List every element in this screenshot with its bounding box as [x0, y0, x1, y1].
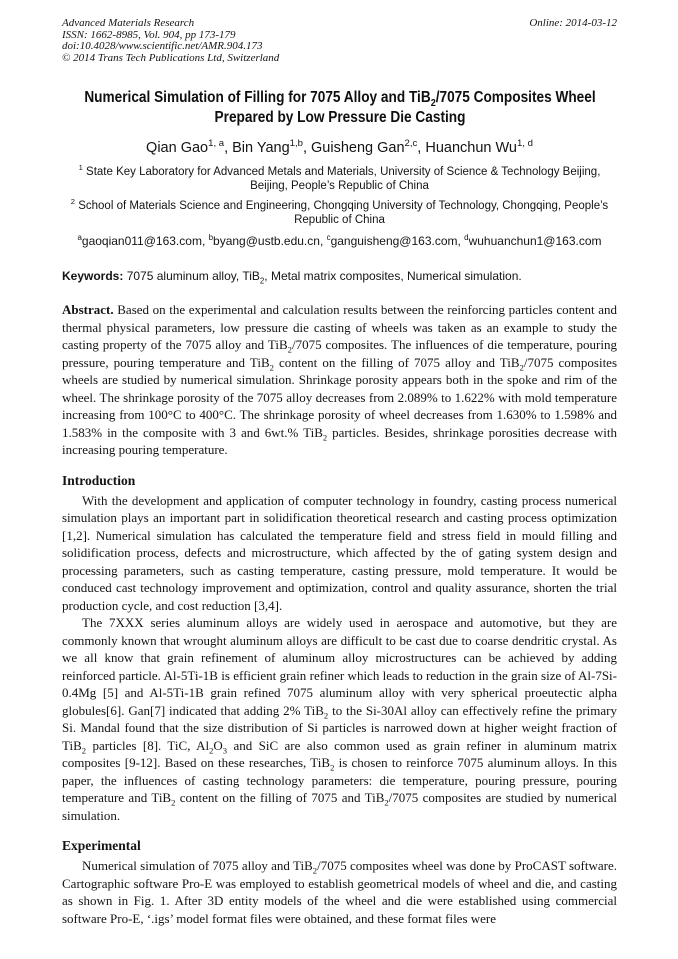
section-introduction: [62, 472, 617, 825]
keywords-text: 7075 aluminum alloy, TiB$_2$, Metal matrix composites, Numerical simulation.: [126, 269, 522, 286]
online-date: Online: 2014-03-12: [529, 17, 617, 29]
affiliation-2: $^2$ School of Materials Science and Engineering, Chongqing University of Technology, Chongqing, People’s Republic of China: [70, 197, 609, 227]
abstract-text: Based on the experimental and calculation results between the reinforcing particles content and thermal physical parameters, low pressure die casting of wheels was taken as an example to study the casting property of the 7075 alloy and TiB$_2$/7075 composites. The influences of die temperature, pouring pressure, pouring temperature and TiB$_2$ content on the filling of 7075 alloy and TiB$_2$/7075 composites wheels are studied by numerical simulation. Shrinkage porosity appears both in the spoke and rim of the wheel. The shrinkage porosity of the 7075 alloy decreases from 2.089% to 1.622% with mold temperature increasing from 100°C to 400°C. The shrinkage porosity of wheel decreases from 1.630% to 1.598% and 1.583% in the composite with 3 and 6wt.% TiB$_2$ particles. Besides, shrinkage porosities decrease with increasing pouring temperature.: [62, 302, 618, 458]
keywords-line: [62, 269, 617, 284]
affiliation-1: $^1$ State Key Laboratory for Advanced Metals and Materials, University of Science & Technology Beijing, Beijing, People’s Republic of China: [78, 163, 601, 193]
experimental-paragraph-1: Numerical simulation of 7075 alloy and TiB$_2$/7075 composites wheel was done by ProCAST software. Cartographic software Pro-E was employed to establish geometrical models of wheel and die, and casting as shown in Fig. 1. After 3D entity models of the wheel and die were established using commercial software Pro-E, ‘.igs’ model format files were obtained, and these format files were: [62, 858, 617, 926]
introduction-paragraph-1: With the development and application of computer technology in foundry, casting process numerical simulation plays an important part in solidification theoretical research and casting process optimization [1,2]. Numerical simulation has calculated the temperature field and stress field in mould filling and solidification process, defects and microstructure, which affected by the of gating system design and processing parameters, such as casting temperature, casting pressure, mold temperature. It would be conduced cast technology improvement and optimization, control and quality assurance, shorten the trial production cycle, and cost reduction [3,4].: [62, 492, 617, 613]
journal-name: Advanced Materials Research: [62, 17, 195, 29]
copyright-line: © 2014 Trans Tech Publications Ltd, Switzerland: [62, 51, 280, 64]
introduction-heading: Introduction: [62, 472, 136, 488]
paper-title: Numerical Simulation of Filling for 7075 Alloy and TiB$_2$/7075 Composites Wheel Prepared by Low Pressure Die Casting: [84, 89, 596, 127]
experimental-heading: Experimental: [62, 838, 141, 854]
authors-line: Qian Gao$^{1, a}$, Bin Yang$^{1,b}$, Guisheng Gan$^{2,c}$, Huanchun Wu$^{1, d}$: [146, 138, 533, 157]
introduction-paragraph-2: The 7XXX series aluminum alloys are widely used in aerospace and automotive, but they are commonly known that wrought aluminum alloys are difficult to be cast due to coarse dendritic crystal. As we all know that grain refinement of aluminum alloy microstructures can be achieved by adding reinforced particle. Al-5Ti-1B is efficient grain refiner which leads to reduction in the grain size of Al-7Si-0.4Mg [5] and Al-5Ti-1B grain refined 7075 aluminum alloy with very spherical proeutectic alpha globules[6]. Gan[7] indicated that adding 2% TiB$_2$ to the Si-30Al alloy can effectively refine the primary Si. Mandal found that the size distribution of Si particles is narrowed down at higher weight fraction of TiB$_2$ particles [8]. TiC, $Al_2O_3$ and SiC are also common used as grain refiner in aluminum matrix composites [9-12]. Based on these researches, TiB$_2$ is chosen to reinforce 7075 aluminum alloys. In this paper, the influences of casting technology parameters: die temperature, pouring pressure, pouring temperature and TiB$_2$ content on the filling of 7075 and TiB$_2$/7075 composites are studied by numerical simulation.: [62, 615, 617, 823]
keywords-label: Keywords:: [62, 269, 124, 284]
abstract-label: Abstract.: [62, 302, 114, 318]
author-emails: $^a$gaoqian011@163.com, $^b$byang@ustb.edu.cn, $^c$ganguisheng@163.com, $^d$wuhuanchun1@163.com: [77, 233, 602, 249]
publication-header: [62, 18, 617, 64]
publication-info: [62, 18, 279, 64]
doi-line: doi:10.4028/www.scientific.net/AMR.904.173: [62, 40, 263, 53]
issn-line: ISSN: 1662-8985, Vol. 904, pp 173-179: [62, 28, 236, 41]
section-experimental: [62, 837, 617, 927]
abstract-paragraph: [62, 301, 617, 459]
